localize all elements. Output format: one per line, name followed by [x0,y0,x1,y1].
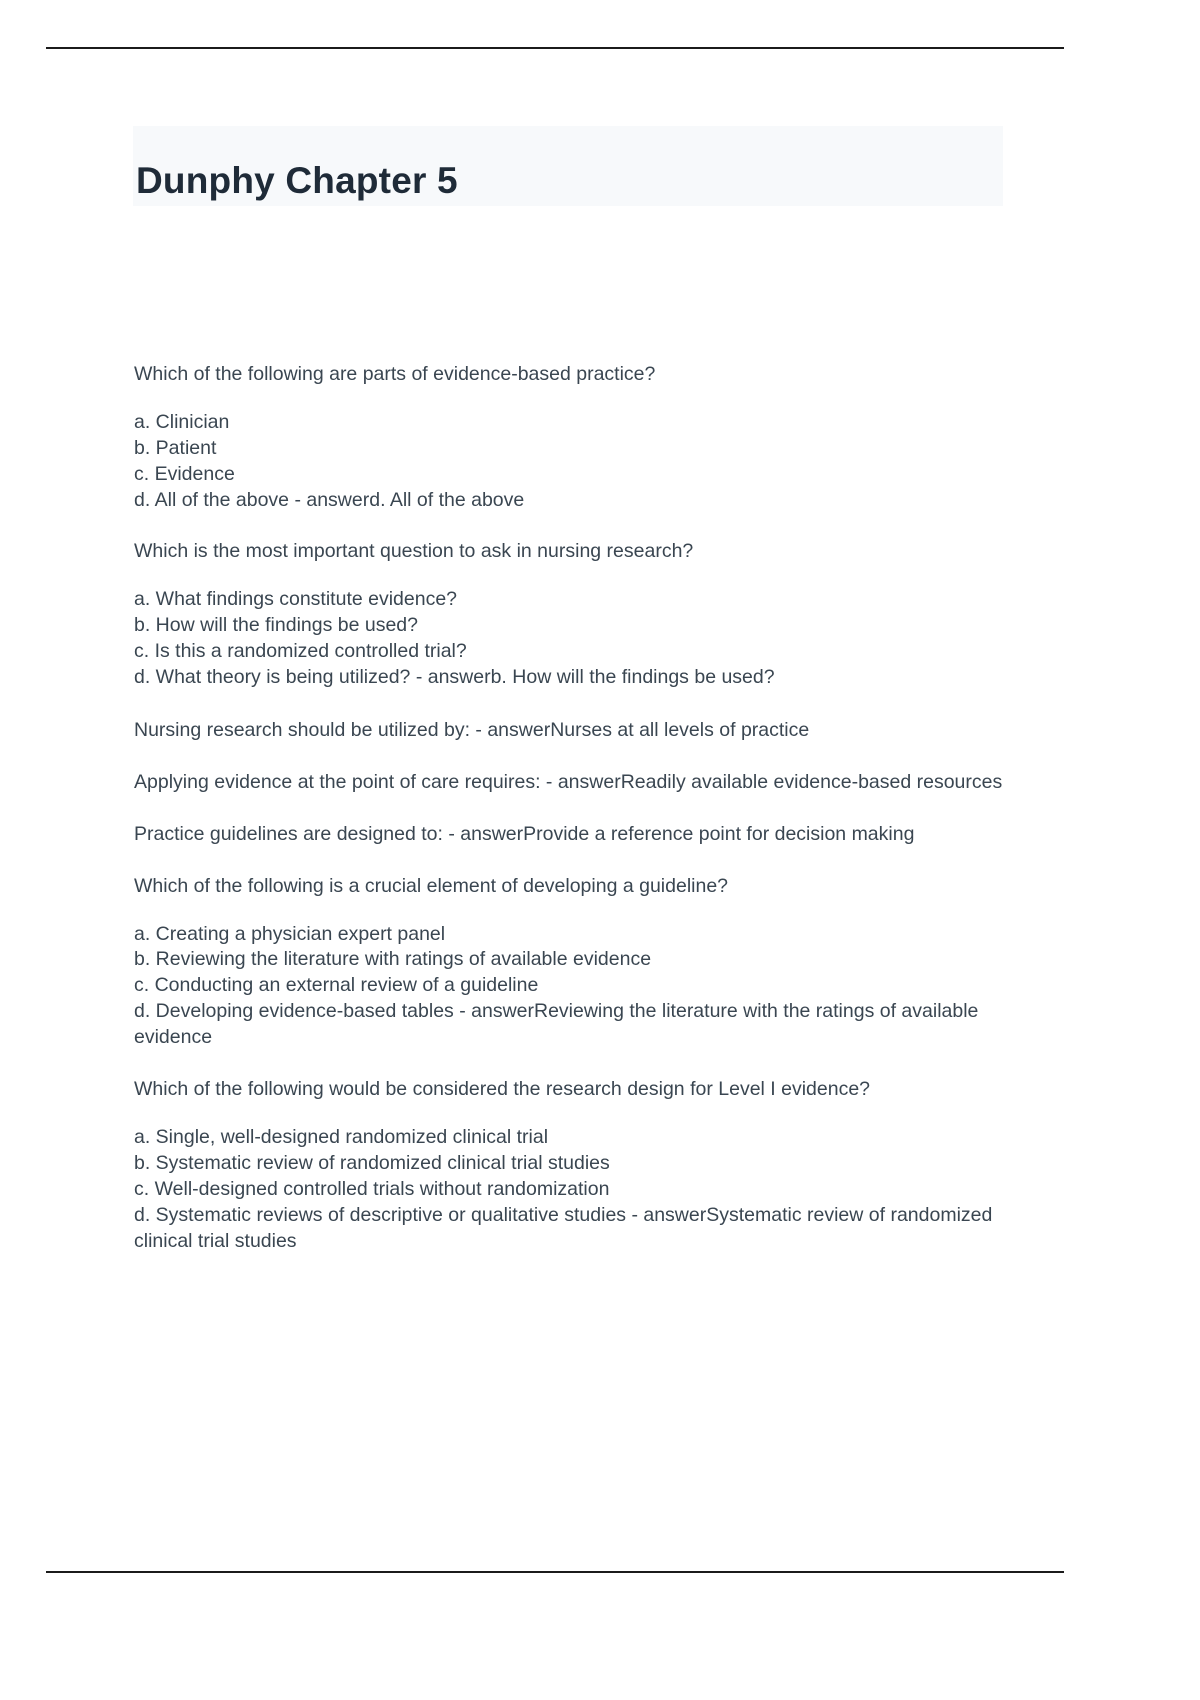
choice-item: d. All of the above - answerd. All of the above [134,488,525,511]
choice-item: c. Conducting an external review of a guideline [134,974,539,997]
page-title: Dunphy Chapter 5 [136,159,458,201]
statement-block [134,717,1014,743]
choice-item: b. Patient [134,436,217,459]
statement-block [134,769,1014,795]
statement-block [134,821,1014,847]
question-block [134,362,1014,513]
question-block [134,874,1014,1051]
choice-item: c. Evidence [134,462,235,485]
choice-item: c. Is this a randomized controlled trial? [134,640,467,662]
question-block [134,539,1014,690]
choice-list [134,587,1014,691]
question-stem: Which of the following are parts of evidence-based practice? [134,363,656,385]
choice-item: a. What findings constitute evidence? [134,588,458,611]
choice-item: d. What theory is being utilized? - answerb. How will the findings be used? [134,665,775,688]
choice-item: d. Systematic reviews of descriptive or qualitative studies - answerSystematic review of randomized clinical trial studies [134,1203,993,1252]
choice-item: b. How will the findings be used? [134,614,418,637]
header-divider [46,47,1064,49]
choice-item: b. Systematic review of randomized clinical trial studies [134,1151,610,1174]
question-stem: Which is the most important question to ask in nursing research? [134,540,694,563]
choice-item: d. Developing evidence-based tables - answerReviewing the literature with the ratings of available evidence [134,1000,979,1049]
statement-text: Nursing research should be utilized by: - answerNurses at all levels of practice [134,718,810,741]
choice-list [134,922,1014,1052]
question-stem: Which of the following would be considered the research design for Level I evidence? [134,1078,871,1101]
choice-item: a. Creating a physician expert panel [134,922,446,945]
document-body [134,362,1014,1280]
footer-divider [46,1571,1064,1573]
choice-item: a. Clinician [134,410,230,433]
choice-item: a. Single, well-designed randomized clinical trial [134,1125,549,1148]
choice-item: c. Well-designed controlled trials without randomization [134,1177,610,1200]
choice-list [134,1125,1014,1255]
statement-text: Practice guidelines are designed to: - answerProvide a reference point for decision making [134,823,915,846]
choice-list [134,410,1014,514]
choice-item: b. Reviewing the literature with ratings of available evidence [134,948,652,971]
statement-text: Applying evidence at the point of care requires: - answerReadily available evidence-based resources [134,771,1003,794]
question-block [134,1077,1014,1254]
question-stem: Which of the following is a crucial element of developing a guideline? [134,874,729,897]
